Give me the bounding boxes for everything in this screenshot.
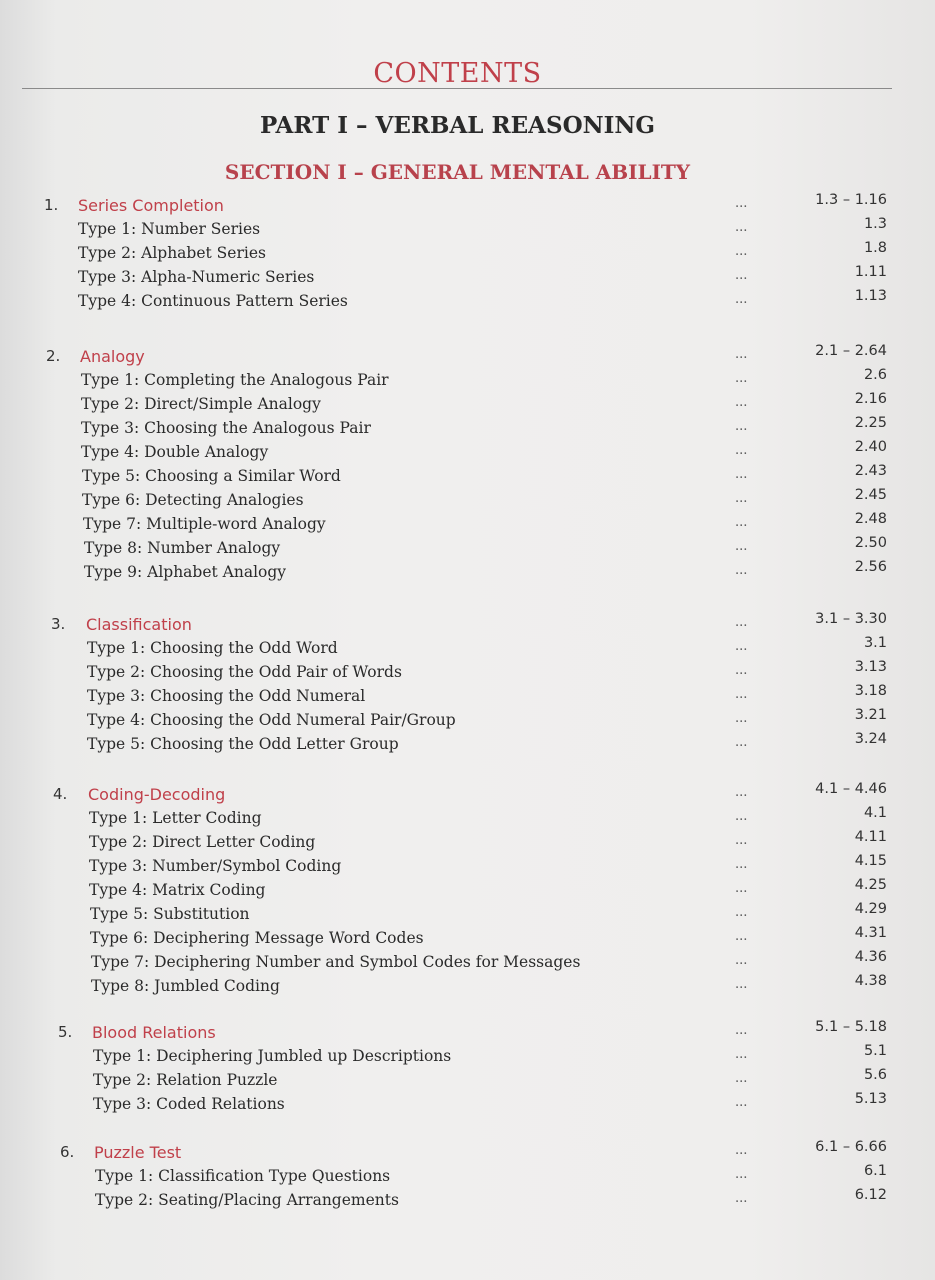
entry-page: 4.1 — [863, 805, 887, 821]
leader-dots: ... — [735, 244, 748, 259]
toc-entry — [0, 391, 935, 419]
toc-entry — [0, 535, 935, 563]
toc-entry — [0, 511, 935, 539]
chapter-number: 2. — [46, 347, 61, 365]
entry-label: Type 2: Direct/Simple Analogy — [81, 395, 321, 413]
entry-page: 5.6 — [863, 1067, 887, 1083]
leader-dots: ... — [735, 833, 748, 848]
toc-entry — [0, 829, 935, 857]
chapter-number: 5. — [58, 1023, 73, 1041]
toc-entry — [0, 439, 935, 467]
entry-label: Type 3: Alpha-Numeric Series — [78, 268, 315, 286]
toc-entry — [0, 973, 935, 1001]
toc-entry — [0, 367, 935, 395]
leader-dots: ... — [735, 977, 748, 992]
entry-label: Type 4: Choosing the Odd Numeral Pair/Group — [87, 711, 456, 729]
toc-entry — [0, 240, 935, 268]
entry-label: Type 1: Classification Type Questions — [95, 1167, 391, 1185]
entry-label: Type 6: Detecting Analogies — [82, 491, 304, 509]
chapter-title: Blood Relations — [92, 1023, 216, 1042]
entry-page: 2.56 — [854, 559, 887, 575]
leader-dots: ... — [735, 663, 748, 678]
leader-dots: ... — [735, 953, 748, 968]
toc-entry — [0, 463, 935, 491]
chapter-puzzle-test — [0, 1139, 935, 1215]
chapter-number: 1. — [44, 196, 59, 214]
leader-dots: ... — [735, 1047, 748, 1062]
leader-dots: ... — [735, 735, 748, 750]
leader-dots: ... — [735, 268, 748, 283]
toc-entry — [0, 707, 935, 735]
entry-page: 5.1 — [863, 1043, 887, 1059]
entry-label: Type 4: Double Analogy — [81, 443, 269, 461]
chapter-analogy — [0, 343, 935, 587]
chapter-header — [0, 1139, 935, 1167]
entry-page: 3.24 — [854, 731, 887, 747]
entry-page: 4.29 — [854, 901, 887, 917]
leader-dots: ... — [735, 467, 748, 482]
chapter-number: 4. — [53, 785, 68, 803]
leader-dots: ... — [735, 809, 748, 824]
leader-dots: ... — [735, 785, 748, 800]
chapter-blood-relations — [0, 1019, 935, 1119]
toc-entry — [0, 877, 935, 905]
entry-page: 2.45 — [854, 487, 887, 503]
entry-label: Type 7: Multiple-word Analogy — [83, 515, 326, 533]
entry-page: 4.31 — [854, 925, 887, 941]
toc-entry — [0, 487, 935, 515]
chapter-series-completion — [0, 192, 935, 316]
leader-dots: ... — [735, 1143, 748, 1158]
toc-entry — [0, 901, 935, 929]
toc-entry — [0, 731, 935, 759]
chapter-header — [0, 1019, 935, 1047]
entry-label: Type 5: Choosing a Similar Word — [82, 467, 341, 485]
leader-dots: ... — [735, 395, 748, 410]
entry-page: 2.16 — [854, 391, 887, 407]
chapter-title: Puzzle Test — [94, 1143, 182, 1162]
entry-label: Type 1: Number Series — [78, 220, 261, 238]
toc-entry — [0, 925, 935, 953]
entry-page: 2.50 — [854, 535, 887, 551]
leader-dots: ... — [735, 220, 748, 235]
entry-page: 3.21 — [854, 707, 887, 723]
leader-dots: ... — [735, 196, 748, 211]
section-heading: SECTION I – GENERAL MENTAL ABILITY — [224, 160, 691, 184]
entry-page: 1.3 — [863, 216, 887, 232]
title-underline — [22, 88, 892, 89]
chapter-page-range: 1.3 – 1.16 — [815, 192, 887, 208]
entry-label: Type 3: Choosing the Odd Numeral — [87, 687, 366, 705]
entry-page: 3.18 — [854, 683, 887, 699]
leader-dots: ... — [735, 1023, 748, 1038]
leader-dots: ... — [735, 1071, 748, 1086]
leader-dots: ... — [735, 711, 748, 726]
entry-label: Type 1: Choosing the Odd Word — [87, 639, 338, 657]
chapter-coding-decoding — [0, 781, 935, 1001]
toc-entry — [0, 659, 935, 687]
entry-label: Type 1: Completing the Analogous Pair — [81, 371, 389, 389]
entry-page: 4.38 — [854, 973, 887, 989]
leader-dots: ... — [735, 615, 748, 630]
entry-label: Type 4: Matrix Coding — [89, 881, 266, 899]
entry-label: Type 6: Deciphering Message Word Codes — [90, 929, 424, 947]
toc-entry — [0, 559, 935, 587]
chapter-page-range: 4.1 – 4.46 — [815, 781, 887, 797]
toc-entry — [0, 288, 935, 316]
chapter-header — [0, 192, 935, 220]
chapter-number: 3. — [51, 615, 66, 633]
entry-label: Type 2: Seating/Placing Arrangements — [95, 1191, 399, 1209]
leader-dots: ... — [735, 563, 748, 578]
leader-dots: ... — [735, 687, 748, 702]
entry-page: 2.43 — [854, 463, 887, 479]
entry-label: Type 2: Relation Puzzle — [93, 1071, 278, 1089]
toc-entry — [0, 635, 935, 663]
entry-label: Type 5: Substitution — [90, 905, 250, 923]
entry-page: 2.40 — [854, 439, 887, 455]
entry-page: 4.11 — [854, 829, 887, 845]
toc-entry — [0, 1043, 935, 1071]
leader-dots: ... — [735, 857, 748, 872]
entry-label: Type 2: Choosing the Odd Pair of Words — [87, 663, 402, 681]
chapter-title: Analogy — [80, 347, 145, 366]
chapter-page-range: 3.1 – 3.30 — [815, 611, 887, 627]
entry-label: Type 8: Number Analogy — [84, 539, 281, 557]
leader-dots: ... — [735, 905, 748, 920]
chapter-page-range: 6.1 – 6.66 — [815, 1139, 887, 1155]
entry-page: 3.1 — [863, 635, 887, 651]
leader-dots: ... — [735, 443, 748, 458]
entry-label: Type 4: Continuous Pattern Series — [78, 292, 348, 310]
chapter-header — [0, 343, 935, 371]
entry-label: Type 2: Alphabet Series — [78, 244, 266, 262]
toc-entry — [0, 949, 935, 977]
entry-label: Type 1: Deciphering Jumbled up Descriptions — [93, 1047, 452, 1065]
leader-dots: ... — [735, 1167, 748, 1182]
chapter-page-range: 5.1 – 5.18 — [815, 1019, 887, 1035]
entry-page: 1.13 — [854, 288, 887, 304]
entry-page: 5.13 — [854, 1091, 887, 1107]
entry-label: Type 3: Choosing the Analogous Pair — [81, 419, 371, 437]
chapter-page-range: 2.1 – 2.64 — [815, 343, 887, 359]
chapter-number: 6. — [60, 1143, 75, 1161]
entry-label: Type 2: Direct Letter Coding — [89, 833, 316, 851]
leader-dots: ... — [735, 929, 748, 944]
entry-label: Type 3: Number/Symbol Coding — [89, 857, 342, 875]
entry-page: 6.12 — [854, 1187, 887, 1203]
leader-dots: ... — [735, 491, 748, 506]
toc-entry — [0, 805, 935, 833]
toc-entry — [0, 853, 935, 881]
leader-dots: ... — [735, 639, 748, 654]
chapter-header — [0, 781, 935, 809]
leader-dots: ... — [735, 881, 748, 896]
leader-dots: ... — [735, 371, 748, 386]
entry-page: 2.48 — [854, 511, 887, 527]
contents-title: CONTENTS — [373, 58, 542, 89]
chapter-title: Coding-Decoding — [88, 785, 226, 804]
entry-page: 2.25 — [854, 415, 887, 431]
toc-entry — [0, 683, 935, 711]
leader-dots: ... — [735, 1095, 748, 1110]
entry-page: 6.1 — [863, 1163, 887, 1179]
toc-entry — [0, 1187, 935, 1215]
entry-page: 4.15 — [854, 853, 887, 869]
toc-entry — [0, 1067, 935, 1095]
leader-dots: ... — [735, 347, 748, 362]
entry-label: Type 7: Deciphering Number and Symbol Codes for Messages — [91, 953, 581, 971]
entry-label: Type 5: Choosing the Odd Letter Group — [87, 735, 399, 753]
entry-page: 2.6 — [863, 367, 887, 383]
leader-dots: ... — [735, 539, 748, 554]
leader-dots: ... — [735, 515, 748, 530]
chapter-classification — [0, 611, 935, 759]
entry-page: 3.13 — [854, 659, 887, 675]
toc-entry — [0, 264, 935, 292]
chapter-title: Classification — [86, 615, 192, 634]
toc-entry — [0, 415, 935, 443]
entry-page: 1.8 — [863, 240, 887, 256]
toc-entry — [0, 216, 935, 244]
part-heading: PART I – VERBAL REASONING — [259, 112, 656, 139]
leader-dots: ... — [735, 419, 748, 434]
leader-dots: ... — [735, 1191, 748, 1206]
toc-entry — [0, 1091, 935, 1119]
chapter-header — [0, 611, 935, 639]
entry-page: 4.36 — [854, 949, 887, 965]
leader-dots: ... — [735, 292, 748, 307]
entry-label: Type 3: Coded Relations — [93, 1095, 285, 1113]
entry-label: Type 9: Alphabet Analogy — [84, 563, 287, 581]
entry-page: 1.11 — [854, 264, 887, 280]
entry-label: Type 1: Letter Coding — [89, 809, 262, 827]
chapter-title: Series Completion — [78, 196, 224, 215]
entry-page: 4.25 — [854, 877, 887, 893]
toc-entry — [0, 1163, 935, 1191]
entry-label: Type 8: Jumbled Coding — [91, 977, 280, 995]
